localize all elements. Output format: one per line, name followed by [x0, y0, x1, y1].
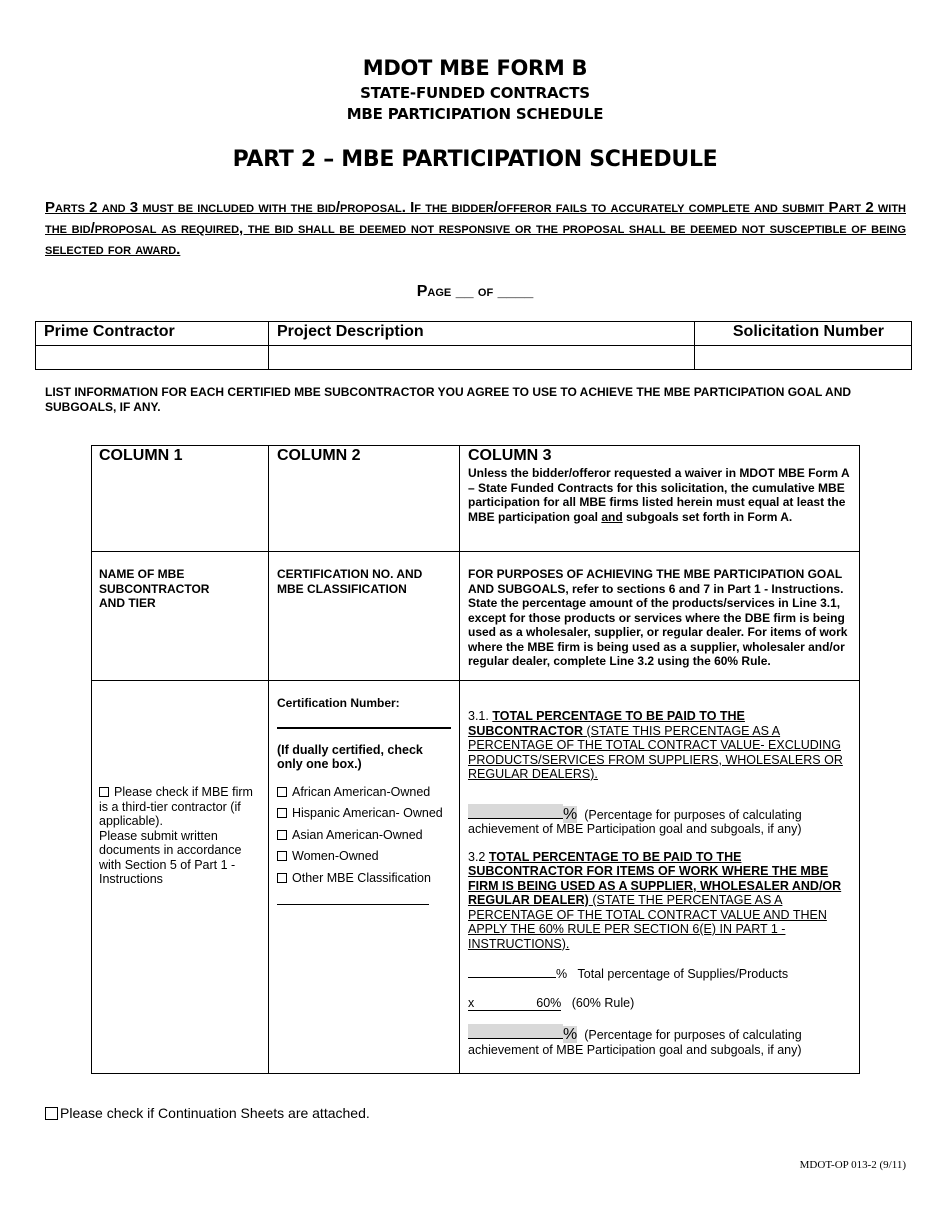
line-3-2-instructions: (STATE THE PERCENTAGE AS A PERCENTAGE OF THE TOTAL CONTRACT VALUE AND THEN APPLY THE 60% RULE PER SECTION 6(E) IN PART 1 - INSTRUCTIONS).: [468, 893, 827, 951]
line-3-1: [468, 709, 851, 782]
label-women-owned: Women-Owned: [292, 849, 379, 863]
supplies-percentage-row: [468, 965, 851, 982]
continuation-label: Please check if Continuation Sheets are attached.: [60, 1105, 370, 1121]
supplies-percent-sign: %: [556, 967, 568, 981]
line-3-2-number: 3.2: [468, 849, 489, 864]
column3-description: [468, 466, 851, 524]
third-tier-label: Please check if MBE firm is a third-tier contractor (if applicable).: [99, 785, 253, 828]
prime-contractor-cell: [35, 321, 269, 370]
form-title: MDOT MBE FORM B: [362, 56, 588, 80]
column3-desc-and: and: [601, 509, 623, 524]
column3-subtitle: FOR PURPOSES OF ACHIEVING THE MBE PARTICIPATION GOAL AND SUBGOALS, refer to sections 6 and 7 in Part 1 - Instructions. State the percentage amount of the products/services in Line 3.1, except for those products or services where the DBE firm is being used as a wholesaler, supplier, or regular dealer. For items of work where the MBE firm is being used as a supplier, wholesaler and/or regular dealer, complete Line 3.2 using the 60% Rule.: [468, 567, 848, 668]
project-description-label: Project Description: [269, 322, 694, 346]
prime-contractor-label: Prime Contractor: [36, 322, 268, 346]
project-description-field[interactable]: [269, 346, 694, 372]
checkbox-women-owned[interactable]: [277, 851, 287, 861]
supplies-percentage-label: Total percentage of Supplies/Products: [577, 967, 789, 981]
checkbox-asian-american[interactable]: [277, 830, 287, 840]
column1-subtitle: NAME OF MBE SUBCONTRACTOR AND TIER: [99, 567, 210, 610]
checkbox-other-mbe[interactable]: [277, 873, 287, 883]
sixty-percent-row: [468, 996, 851, 1012]
column3-desc-part1: Unless the bidder/offeror requested a waiver in MDOT MBE Form A – State Funded Contracts for this solicitation, the cumulative MBE participation for all MBE firms listed herein must equal at least the MBE participation goal: [468, 466, 850, 524]
column2-subheader-cell: [268, 551, 460, 681]
sixty-percent-value: 60%: [536, 995, 562, 1010]
submit-documents-note: Please submit written documents in accordance with Section 5 of Part 1 - Instructions: [99, 828, 242, 886]
part-title: PART 2 – MBE PARTICIPATION SCHEDULE: [232, 147, 718, 172]
column1-title: COLUMN 1: [99, 447, 183, 464]
column1-subheader-cell: [91, 551, 269, 681]
line-3-1-percentage-note: (Percentage for purposes of calculating achievement of MBE Participation goal and subgoals, if any): [468, 807, 802, 836]
project-description-cell: [268, 321, 695, 370]
classification-options: [277, 782, 451, 890]
column2-body-cell: [268, 680, 460, 1074]
form-subtitle-contracts: STATE-FUNDED CONTRACTS: [360, 84, 590, 102]
prime-contractor-field[interactable]: [36, 346, 268, 372]
continuation-checkbox[interactable]: [45, 1107, 58, 1120]
line-3-2-percentage-field[interactable]: [468, 1024, 563, 1039]
dual-certified-note: (If dually certified, check only one box.): [277, 742, 423, 771]
column2-subtitle: CERTIFICATION NO. AND MBE CLASSIFICATION: [277, 567, 423, 596]
solicitation-number-field[interactable]: [695, 346, 911, 372]
certification-number-label: Certification Number:: [277, 696, 400, 710]
option-women-owned[interactable]: [277, 846, 451, 868]
option-asian-american[interactable]: [277, 825, 451, 847]
line-3-1-heading: TOTAL PERCENTAGE TO BE PAID TO THE SUBCONTRACTOR: [468, 709, 745, 738]
label-asian-american: Asian American-Owned: [292, 827, 423, 842]
supplies-percentage-field[interactable]: [468, 965, 556, 978]
solicitation-number-label: Solicitation Number: [695, 322, 911, 346]
multiply-x: x: [468, 995, 475, 1010]
column1-header-cell: [91, 445, 269, 552]
line-3-1-percentage-row: [468, 804, 851, 837]
checkbox-hispanic-american[interactable]: [277, 808, 287, 818]
label-other-mbe: Other MBE Classification: [292, 870, 431, 885]
other-classification-field[interactable]: [277, 904, 429, 905]
column3-subheader-cell: [459, 551, 860, 681]
line-3-1-number: 3.1.: [468, 709, 493, 723]
third-tier-block: [99, 785, 261, 887]
third-tier-checkbox[interactable]: [99, 787, 109, 797]
list-instructions: LIST INFORMATION FOR EACH CERTIFIED MBE SUBCONTRACTOR YOU AGREE TO USE TO ACHIEVE THE MBE PARTICIPATION GOAL AND SUBGOALS, IF ANY.: [45, 385, 852, 414]
form-subtitle-schedule: MBE PARTICIPATION SCHEDULE: [346, 105, 604, 123]
page-number-line[interactable]: Page __ of ____: [416, 283, 534, 300]
column3-title: COLUMN 3: [468, 447, 552, 464]
sixty-percent-rule: (60% Rule): [571, 995, 635, 1010]
form-code: MDOT-OP 013-2 (9/11): [799, 1159, 906, 1171]
line-3-2: [468, 850, 851, 952]
checkbox-african-american[interactable]: [277, 787, 287, 797]
line-3-1-percent-sign: %: [563, 805, 578, 823]
column2-header-cell: [268, 445, 460, 552]
option-hispanic-american[interactable]: [277, 803, 451, 825]
column1-body-cell: [91, 680, 269, 1074]
continuation-row: [45, 1105, 370, 1121]
line-3-2-percent-sign: %: [563, 1026, 578, 1043]
line-3-2-heading: TOTAL PERCENTAGE TO BE PAID TO THE SUBCONTRACTOR FOR ITEMS OF WORK WHERE THE MBE FIRM IS BEING USED AS A SUPPLIER, WHOLESALER AND/OR REGULAR DEALER): [468, 849, 842, 907]
column3-header-cell: [459, 445, 860, 552]
certification-number-field[interactable]: [277, 727, 451, 729]
option-other-mbe[interactable]: [277, 868, 451, 890]
line-3-2-percentage-note: (Percentage for purposes of calculating achievement of MBE Participation goal and subgoals, if any): [468, 1028, 802, 1057]
sixty-percent-field: [468, 996, 561, 1012]
label-hispanic-american: Hispanic American- Owned: [292, 806, 443, 820]
line-3-2-percentage-row: [468, 1024, 851, 1057]
line-3-1-instructions: (STATE THIS PERCENTAGE AS A PERCENTAGE OF THE TOTAL CONTRACT VALUE- EXCLUDING PRODUCTS/SERVICES FROM SUPPLIERS, WHOLESALERS OR REGULAR DEALERS).: [468, 723, 843, 781]
option-african-american[interactable]: [277, 782, 451, 804]
label-african-american: African American-Owned: [292, 784, 431, 799]
bid-notice: Parts 2 and 3 must be included with the bid/proposal. If the bidder/offeror fails to accurately complete and submit Part 2 with the bid/proposal as required, the bid shall be deemed not responsive or the proposal shall be deemed not susceptible of being selected for award.: [45, 199, 906, 258]
column3-body-cell: [459, 680, 860, 1074]
column2-title: COLUMN 2: [277, 447, 361, 464]
column3-desc-part2: subgoals set forth in Form A.: [622, 509, 793, 524]
solicitation-number-cell: [694, 321, 912, 370]
line-3-1-percentage-field[interactable]: [468, 804, 563, 819]
